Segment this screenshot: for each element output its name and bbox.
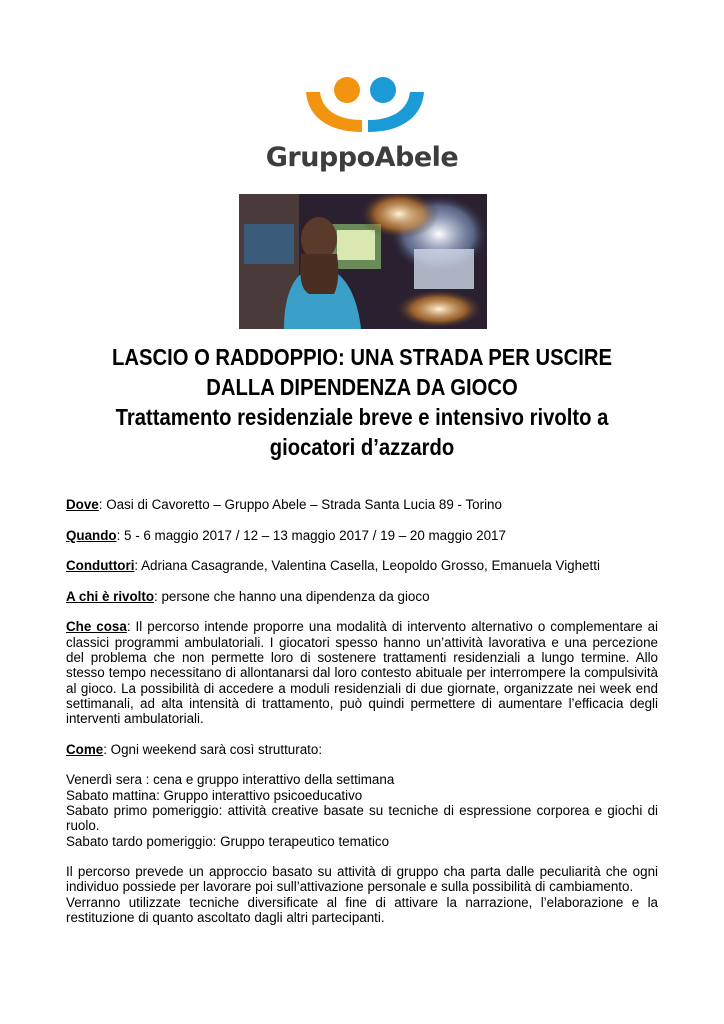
- slot-machine-photo: [239, 194, 487, 329]
- schedule-sabato-mattina: Sabato mattina: Gruppo interattivo psicoeducativo: [66, 787, 363, 803]
- quando-label: Quando: [66, 527, 117, 543]
- gruppo-abele-logo: [300, 72, 430, 138]
- closing-text-2: Verranno utilizzate tecniche diversificate al fine di attivare la narrazione, l’elaborazione e la restituzione di quanto ascoltato dagli altri partecipanti.: [66, 894, 658, 926]
- closing-paragraph: [66, 864, 658, 925]
- schedule-venerdi: Venerdì sera : cena e gruppo interattivo della settimana: [66, 772, 395, 788]
- logo-blue-head: [370, 77, 396, 103]
- dove-text: : Oasi di Cavoretto – Gruppo Abele – Strada Santa Lucia 89 - Torino: [98, 497, 502, 512]
- quando-text: : 5 - 6 maggio 2017 / 12 – 13 maggio 2017 / 19 – 20 maggio 2017: [116, 527, 506, 543]
- title-line-1: LASCIO O RADDOPPIO: UNA STRADA PER USCIRE: [111, 344, 613, 370]
- title-line-2: DALLA DIPENDENZA DA GIOCO: [206, 374, 518, 400]
- subtitle-line-2: giocatori d’azzardo: [269, 434, 455, 460]
- logo-wordmark: GruppoAbele: [265, 142, 459, 173]
- che-cosa-paragraph: [66, 619, 658, 726]
- a-chi-paragraph: [66, 589, 658, 604]
- schedule-sabato-tardo: Sabato tardo pomeriggio: Gruppo terapeutico tematico: [66, 833, 390, 849]
- logo-orange-head: [334, 77, 360, 103]
- a-chi-label: A chi è rivolto: [66, 588, 155, 604]
- document-body: [66, 497, 658, 941]
- subtitle-line-1: Trattamento residenziale breve e intensivo rivolto a: [115, 404, 609, 430]
- closing-text-1: Il percorso prevede un approccio basato su attività di gruppo cha parta dalle peculiarità che ogni individuo possiede per lavorare poi sull’attivazione personale e sulla possibilità di cambiamento.: [66, 864, 658, 895]
- a-chi-text: : persone che hanno una dipendenza da gioco: [154, 588, 430, 604]
- conduttori-label: Conduttori: [66, 558, 135, 574]
- conduttori-text: : Adriana Casagrande, Valentina Casella, Leopoldo Grosso, Emanuela Vighetti: [134, 558, 600, 574]
- come-label: Come: [66, 741, 104, 757]
- schedule-list: [66, 772, 658, 848]
- come-paragraph: [66, 742, 658, 757]
- come-text: : Ogni weekend sarà così strutturato:: [103, 741, 323, 757]
- dove-label: Dove: [66, 497, 99, 512]
- che-cosa-label: Che cosa: [66, 619, 127, 635]
- conduttori-paragraph: [66, 558, 658, 573]
- dove-paragraph: [66, 497, 658, 512]
- schedule-sabato-primo: Sabato primo pomeriggio: attività creative basate su tecniche di espressione corporea e giochi di ruolo.: [66, 802, 658, 834]
- quando-paragraph: [66, 528, 658, 543]
- che-cosa-text: : Il percorso intende proporre una modalità di intervento alternativo o complementare ai classici programmi ambulatoriali. I giocatori spesso hanno un’attività lavorativa e una percezione del problema che non permette loro di sostenere trattamenti residenziali a lungo termine. Allo stesso tempo necessitano di allontanarsi dal loro contesto abituale per interrompere la compulsività al gioco. La possibilità di accedere a moduli residenziali di due giornate, organizzate nei week end settimanali, ad alta intensità di trattamento, può quindi permettere di aumentare l’efficacia degli interventi ambulatoriali.: [66, 619, 659, 727]
- document-title: [79, 342, 646, 462]
